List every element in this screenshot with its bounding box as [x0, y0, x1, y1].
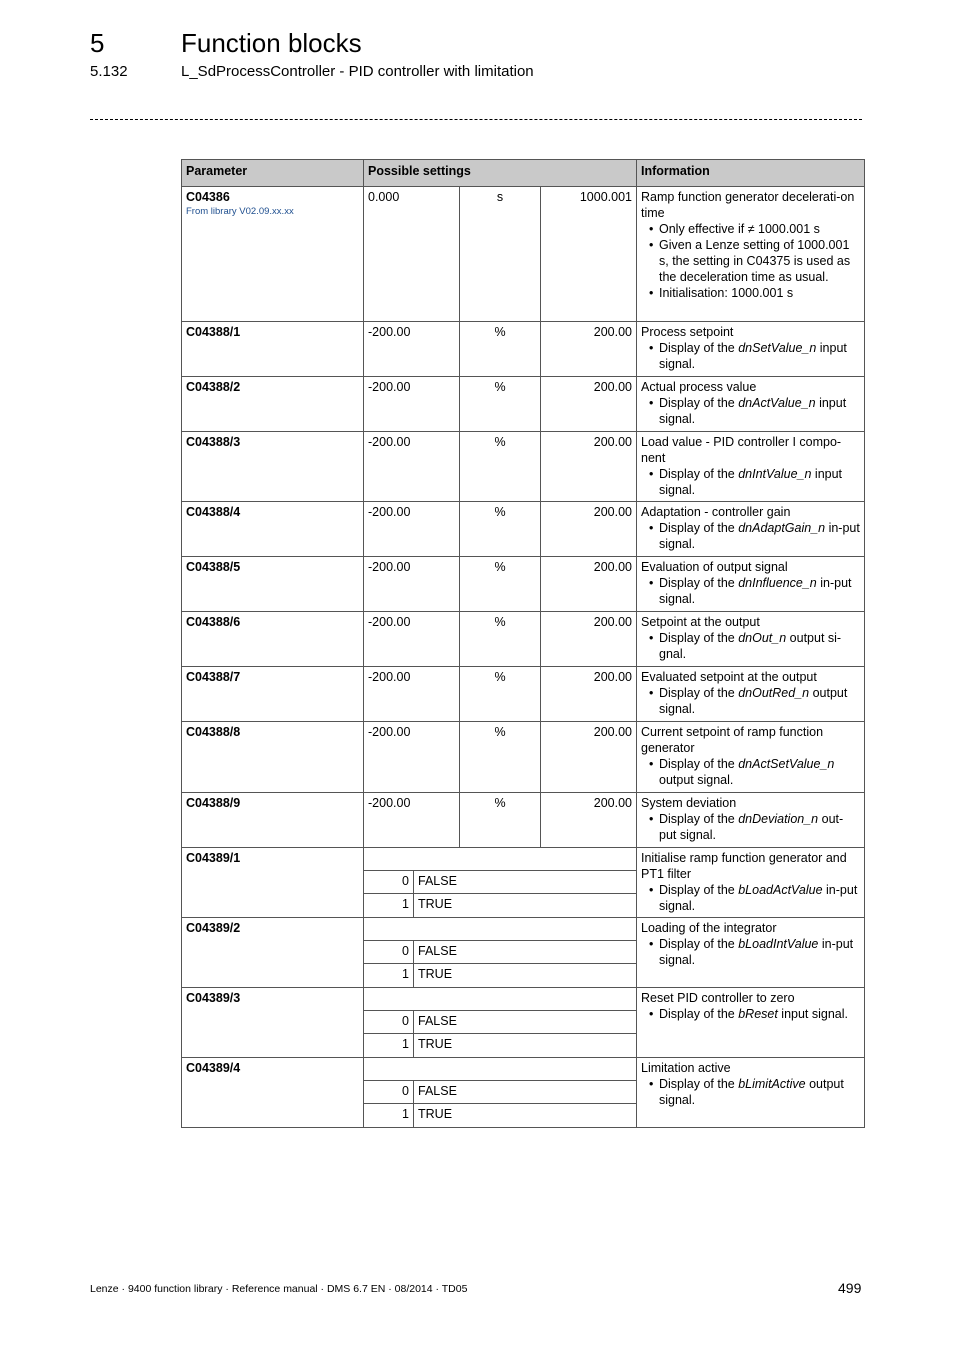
- table-row: [182, 187, 865, 322]
- parameter-code: C04389/3: [182, 988, 364, 1058]
- info-bullet: • Display of the dnSetValue_n input signal.: [641, 340, 860, 372]
- selection-value: 1: [364, 894, 414, 918]
- selection-label: FALSE: [414, 941, 637, 964]
- footer-text: Lenze · 9400 function library · Reference manual · DMS 6.7 EN · 08/2014 · TD05: [90, 1283, 468, 1295]
- min-value: -200.00: [364, 793, 460, 848]
- chapter-title: Function blocks: [181, 28, 362, 58]
- info-bullet: • Initialisation: 1000.001 s: [641, 285, 860, 301]
- info-bullet: • Display of the bLoadIntValue in-put signal.: [641, 936, 860, 968]
- signal-name: dnIntValue_n: [738, 467, 812, 481]
- selection-label: TRUE: [414, 1104, 637, 1128]
- selection-label: FALSE: [414, 1081, 637, 1104]
- max-value: 200.00: [541, 322, 637, 377]
- max-value: 200.00: [541, 557, 637, 612]
- selection-label: TRUE: [414, 1034, 637, 1058]
- chapter-number: 5: [90, 28, 105, 58]
- table-row: [182, 322, 865, 377]
- info-bullet: • Display of the dnAdaptGain_n in-put signal.: [641, 520, 860, 552]
- selection-value: 0: [364, 1081, 414, 1104]
- max-value: 200.00: [541, 502, 637, 557]
- information-cell: [637, 1058, 865, 1128]
- information-cell: [637, 187, 865, 322]
- table-row: [182, 667, 865, 722]
- section-number: 5.132: [90, 63, 128, 80]
- parameter-code: C04389/1: [182, 848, 364, 918]
- selection-value: 1: [364, 1104, 414, 1128]
- info-title: Actual process value: [641, 380, 757, 394]
- dashed-separator: [90, 119, 862, 120]
- table-row: [182, 432, 865, 502]
- selection-label: FALSE: [414, 1011, 637, 1034]
- signal-name: dnInfluence_n: [738, 576, 817, 590]
- unit: %: [460, 502, 541, 557]
- selection-value: 1: [364, 964, 414, 988]
- selection-header: [364, 918, 637, 941]
- page-number: 499: [838, 1280, 862, 1296]
- table-row: [182, 1058, 865, 1081]
- unit: %: [460, 557, 541, 612]
- selection-header: [364, 988, 637, 1011]
- header-information: Information: [637, 160, 865, 187]
- table-row: [182, 722, 865, 793]
- parameter-code: C04388/8: [182, 722, 364, 793]
- information-cell: [637, 722, 865, 793]
- selection-value: 0: [364, 941, 414, 964]
- max-value: 200.00: [541, 667, 637, 722]
- parameter-code: C04388/3: [182, 432, 364, 502]
- info-bullet: • Display of the dnActSetValue_n output signal.: [641, 756, 860, 788]
- table-row: [182, 612, 865, 667]
- info-title: Reset PID controller to zero: [641, 991, 795, 1005]
- parameter-code: C04388/6: [182, 612, 364, 667]
- min-value: -200.00: [364, 377, 460, 432]
- unit: %: [460, 722, 541, 793]
- signal-name: dnActValue_n: [738, 396, 816, 410]
- max-value: 200.00: [541, 793, 637, 848]
- min-value: 0.000: [364, 187, 460, 322]
- min-value: -200.00: [364, 557, 460, 612]
- info-title: Process setpoint: [641, 325, 734, 339]
- info-bullet: • Display of the dnInfluence_n in-put signal.: [641, 575, 860, 607]
- table-row: [182, 988, 865, 1011]
- min-value: -200.00: [364, 322, 460, 377]
- information-cell: [637, 612, 865, 667]
- signal-name: dnSetValue_n: [738, 341, 817, 355]
- unit: %: [460, 432, 541, 502]
- signal-name: dnActSetValue_n: [738, 757, 835, 771]
- min-value: -200.00: [364, 722, 460, 793]
- unit: %: [460, 377, 541, 432]
- library-version-link[interactable]: From library V02.09.xx.xx: [186, 206, 294, 217]
- max-value: 200.00: [541, 377, 637, 432]
- information-cell: [637, 793, 865, 848]
- selection-value: 0: [364, 871, 414, 894]
- min-value: -200.00: [364, 612, 460, 667]
- selection-label: FALSE: [414, 871, 637, 894]
- info-title: Loading of the integrator: [641, 921, 777, 935]
- unit: %: [460, 667, 541, 722]
- unit: %: [460, 612, 541, 667]
- table-row: [182, 793, 865, 848]
- info-title: Current setpoint of ramp function generator: [641, 725, 824, 755]
- table-row: [182, 848, 865, 871]
- information-cell: [637, 502, 865, 557]
- header-parameter: Parameter: [182, 160, 364, 187]
- information-cell: [637, 848, 865, 918]
- information-cell: [637, 322, 865, 377]
- table-row: [182, 377, 865, 432]
- section-title: L_SdProcessController - PID controller with limitation: [181, 63, 534, 80]
- table-row: [182, 502, 865, 557]
- info-title: Evaluation of output signal: [641, 560, 788, 574]
- info-bullet: • Display of the bReset input signal.: [641, 1006, 860, 1022]
- info-bullet: • Given a Lenze setting of 1000.001 s, the setting in C04375 is used as the deceleration time as usual.: [641, 237, 860, 285]
- info-title: Ramp function generator decelerati-on time: [641, 190, 855, 220]
- info-title: Adaptation - controller gain: [641, 505, 791, 519]
- info-title: Limitation active: [641, 1061, 731, 1075]
- info-title: Load value - PID controller I compo-nent: [641, 435, 842, 465]
- header-possible-settings: Possible settings: [364, 160, 637, 187]
- max-value: 1000.001: [541, 187, 637, 322]
- selection-label: TRUE: [414, 964, 637, 988]
- parameter-code: C04388/1: [182, 322, 364, 377]
- parameter-code: C04389/4: [182, 1058, 364, 1128]
- info-bullet: • Display of the dnDeviation_n out-put signal.: [641, 811, 860, 843]
- parameter-cell: [182, 187, 364, 322]
- unit: %: [460, 793, 541, 848]
- unit: s: [460, 187, 541, 322]
- max-value: 200.00: [541, 432, 637, 502]
- selection-label: TRUE: [414, 894, 637, 918]
- information-cell: [637, 988, 865, 1058]
- information-cell: [637, 557, 865, 612]
- min-value: -200.00: [364, 502, 460, 557]
- information-cell: [637, 377, 865, 432]
- table-header-row: [182, 160, 865, 187]
- info-bullet: • Display of the dnOut_n output si-gnal.: [641, 630, 860, 662]
- table-row: [182, 557, 865, 612]
- selection-header: [364, 1058, 637, 1081]
- parameter-code: C04388/9: [182, 793, 364, 848]
- signal-name: dnAdaptGain_n: [738, 521, 826, 535]
- info-bullet: • Display of the bLimitActive output signal.: [641, 1076, 860, 1108]
- info-bullet: • Display of the dnOutRed_n output signal.: [641, 685, 860, 717]
- selection-header: [364, 848, 637, 871]
- info-title: Evaluated setpoint at the output: [641, 670, 817, 684]
- parameter-code: C04388/4: [182, 502, 364, 557]
- info-bullet: • Only effective if ≠ 1000.001 s: [641, 221, 860, 237]
- signal-name: dnDeviation_n: [738, 812, 819, 826]
- info-bullet: • Display of the bLoadActValue in-put signal.: [641, 882, 860, 914]
- signal-name: dnOut_n: [738, 631, 787, 645]
- parameter-code: C04386: [186, 190, 230, 204]
- table-row: [182, 918, 865, 941]
- info-title: System deviation: [641, 796, 737, 810]
- min-value: -200.00: [364, 432, 460, 502]
- information-cell: [637, 667, 865, 722]
- signal-name: dnOutRed_n: [738, 686, 810, 700]
- parameter-code: C04388/2: [182, 377, 364, 432]
- parameter-code: C04388/5: [182, 557, 364, 612]
- max-value: 200.00: [541, 722, 637, 793]
- min-value: -200.00: [364, 667, 460, 722]
- signal-name: bLimitActive: [738, 1077, 806, 1091]
- information-cell: [637, 918, 865, 988]
- information-cell: [637, 432, 865, 502]
- info-title: Initialise ramp function generator and PT1 filter: [641, 851, 847, 881]
- parameter-code: C04389/2: [182, 918, 364, 988]
- parameter-code: C04388/7: [182, 667, 364, 722]
- info-bullet: • Display of the dnActValue_n input signal.: [641, 395, 860, 427]
- signal-name: bReset: [738, 1007, 778, 1021]
- unit: %: [460, 322, 541, 377]
- parameter-table: [181, 159, 865, 1128]
- signal-name: bLoadIntValue: [738, 937, 819, 951]
- selection-value: 1: [364, 1034, 414, 1058]
- info-bullet: • Display of the dnIntValue_n input signal.: [641, 466, 860, 498]
- signal-name: bLoadActValue: [738, 883, 823, 897]
- selection-value: 0: [364, 1011, 414, 1034]
- max-value: 200.00: [541, 612, 637, 667]
- info-title: Setpoint at the output: [641, 615, 760, 629]
